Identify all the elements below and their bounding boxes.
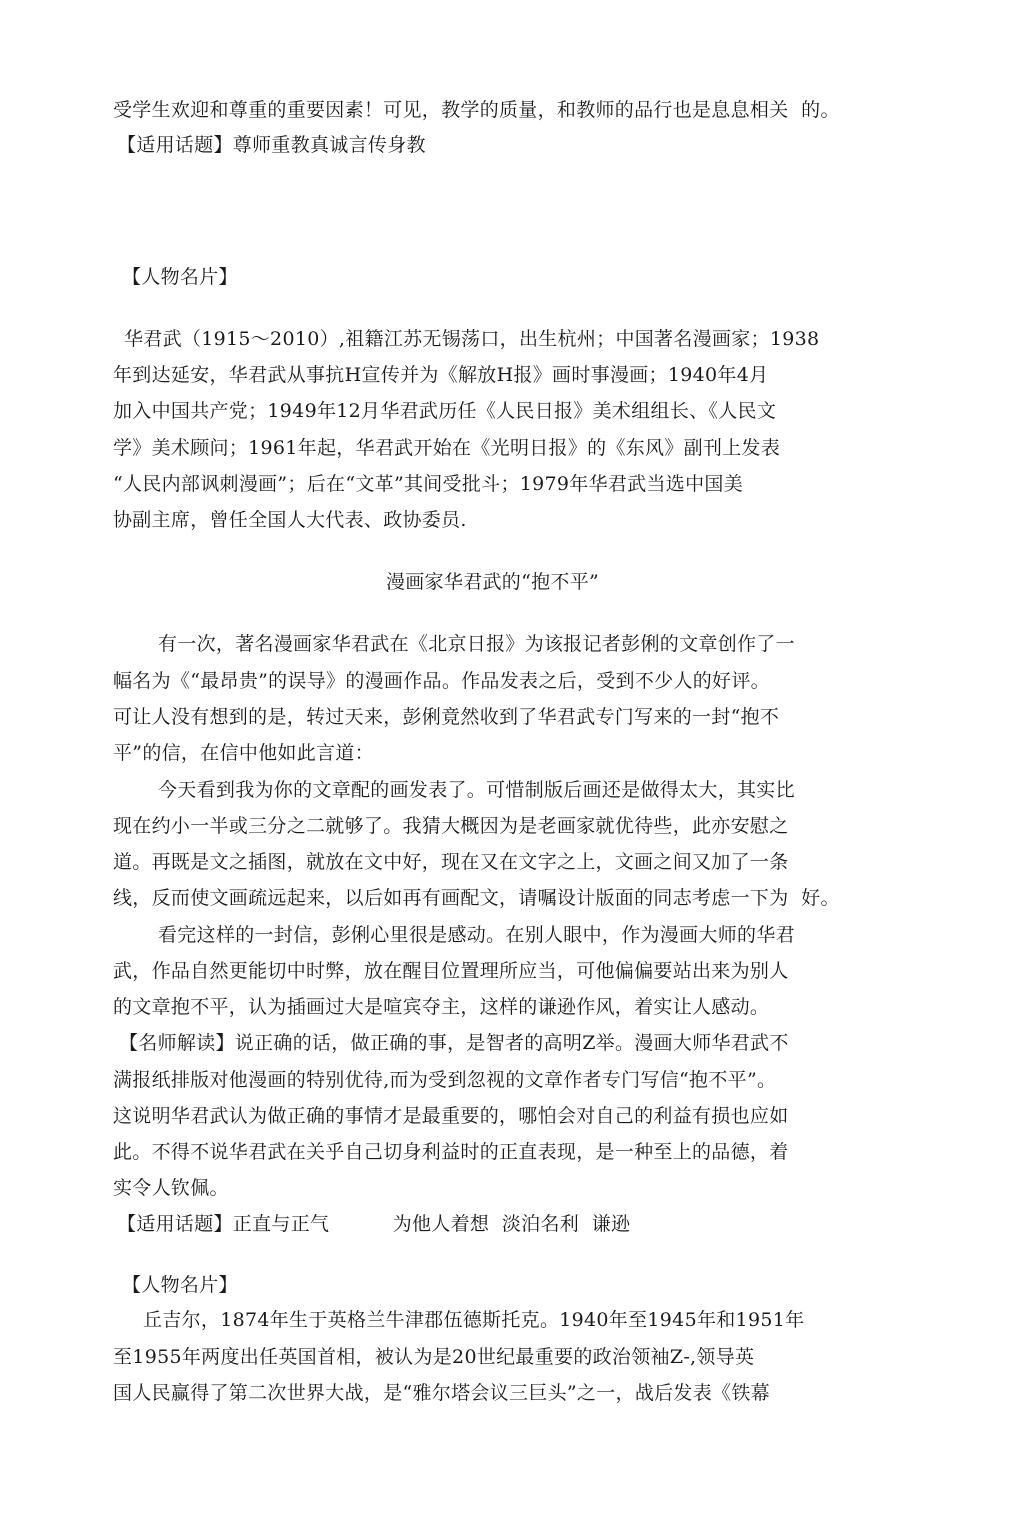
bio-line: “人民内部讽刺漫画”；后在“文革”其间受批斗；1979年华君武当选中国美 — [113, 473, 744, 495]
topics-line: 【适用话题】正直与正气 为他人着想 淡泊名利 谦逊 — [117, 1213, 631, 1235]
story-line: 有一次，著名漫画家华君武在《北京日报》为该报记者彭俐的文章创作了一 — [158, 633, 795, 655]
story-line: 幅名为《“最昂贵”的误导》的漫画作品。作品发表之后，受到不少人的好评。 — [113, 670, 770, 692]
bio-line: 国人民赢得了第二次世界大战，是“雅尔塔会议三巨头”之一，战后发表《铁幕 — [113, 1382, 770, 1404]
story-line: 看完这样的一封信，彭俐心里很是感动。在别人眼中，作为漫画大师的华君 — [158, 924, 795, 946]
bio-line: 年到达延安，华君武从事抗H宣传并为《解放H报》画时事漫画；1940年4月 — [113, 364, 769, 386]
story-line: 现在约小一半或三分之二就够了。我猜大概因为是老画家就优待些，此亦安慰之 — [113, 815, 789, 837]
bio-line: 学》美术顾问；1961年起，华君武开始在《光明日报》的《东风》副刊上发表 — [113, 437, 781, 459]
story-line: 道。再既是文之插图，就放在文中好，现在又在文字之上，文画之间又加了一条 — [113, 851, 789, 873]
story-line: 武，作品自然更能切中时弊，放在醒目位置理所应当，可他偏偏要站出来为别人 — [113, 960, 789, 982]
story-line: 的文章抱不平，认为插画过大是喧宾夺主，这样的谦逊作风，着实让人感动。 — [113, 996, 770, 1018]
intro-text-line: 受学生欢迎和尊重的重要因素！可见，教学的质量，和教师的品行也是息息相关 的。 — [113, 99, 840, 121]
story-line: 今天看到我为你的文章配的画发表了。可惜制版后画还是做得太大，其实比 — [158, 779, 795, 801]
story-line: 可让人没有想到的是，转过天来，彭俐竟然收到了华君武专门写来的一封“抱不 — [113, 706, 780, 728]
topics-line: 【适用话题】尊师重教真诚言传身教 — [117, 134, 426, 156]
bio-line: 至1955年两度出任英国首相，被认为是20世纪最重要的政治领袖Z-,领导英 — [113, 1346, 755, 1368]
story-line: 平”的信，在信中他如此言道： — [113, 742, 374, 764]
commentary-line: 这说明华君武认为做正确的事情才是最重要的，哪怕会对自己的利益有损也应如 — [113, 1105, 789, 1127]
bio-line: 华君武（1915～2010）,祖籍江苏无锡荡口，出生杭州；中国著名漫画家；1938 — [124, 328, 820, 350]
bio-line: 协副主席，曾任全国人大代表、政协委员. — [113, 509, 467, 531]
commentary-line: 满报纸排版对他漫画的特别优待,而为受到忽视的文章作者专门写信“抱不平”。 — [113, 1069, 777, 1091]
commentary-line: 此。不得不说华君武在关乎自己切身利益时的正直表现，是一种至上的品德，着 — [113, 1141, 789, 1163]
bio-line: 加入中国共产党；1949年12月华君武历任《人民日报》美术组组长、《人民文 — [113, 400, 777, 422]
commentary-line: 实令人钦佩。 — [113, 1177, 229, 1199]
story-line: 线，反而使文画疏远起来，以后如再有画配文，请嘱设计版面的同志考虑一下为 好。 — [113, 887, 840, 909]
commentary-line: 【名师解读】说正确的话，做正确的事，是智者的高明Z举。漫画大师华君武不 — [119, 1032, 789, 1054]
bio-line: 丘吉尔，1874年生于英格兰牛津郡伍德斯托克。1940年至1945年和1951年 — [143, 1309, 805, 1331]
person-card-heading: 【人物名片】 — [122, 266, 238, 288]
story-title: 漫画家华君武的“抱不平” — [386, 571, 600, 593]
person-card-heading: 【人物名片】 — [122, 1274, 238, 1296]
